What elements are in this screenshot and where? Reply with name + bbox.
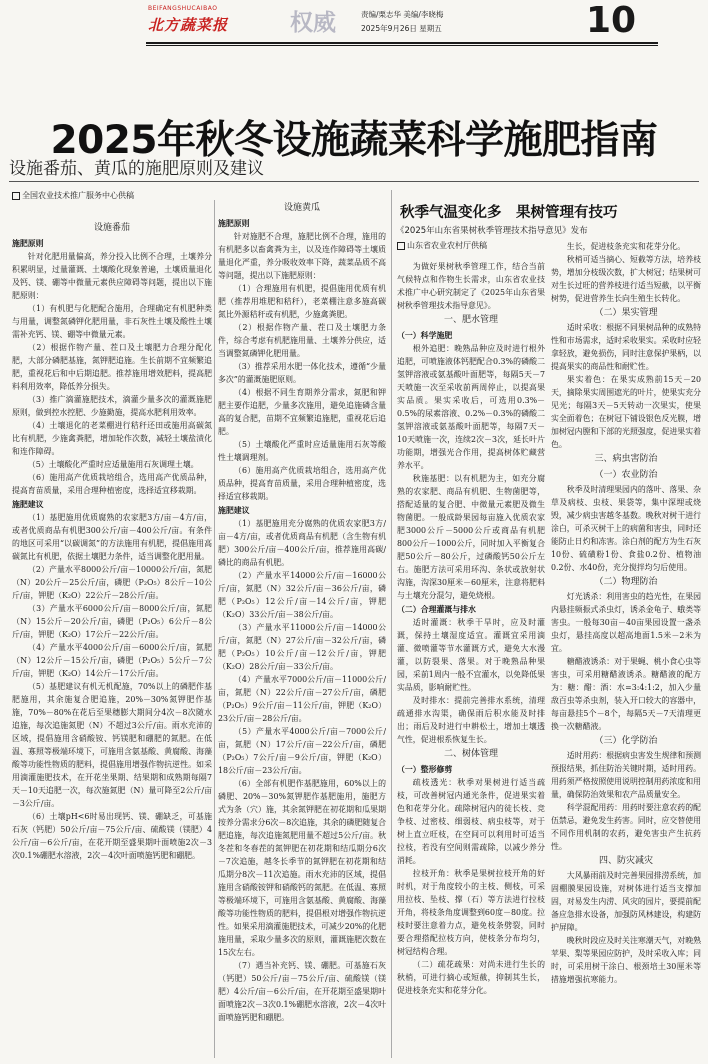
box-marker-icon [397,242,405,250]
paragraph: （6）施用高产优质栽培组合，选用高产优质品种，提高育苗质量，采用合理种植密度，选择适宜移栽期。 [12,473,212,495]
tomato-principle-head: 施肥原则 [12,239,44,248]
paragraph: （7）遇当补充钙、镁、硼肥。可基施石灰（钙肥）50公斤/亩－75公斤/亩、硫酸镁（镁肥）4公斤/亩－6公斤/亩，在开花期至盛果期叶面喷施2次－3次0.1%硼肥水溶液，2次－4次叶面喷施钙肥和硼肥。 [218,961,386,1022]
orchard-column-1 [397,260,545,1058]
subsection-head: （一）科学施肥 [397,331,453,340]
right-article-byline [397,240,547,251]
section-head: 四、防灾减灾 [598,856,653,866]
paragraph: （2）产量水平8000公斤/亩－10000公斤/亩，氮肥（N）20公斤－25公斤/亩，磷肥（P₂O₅）8公斤－10公斤/亩，钾肥（K₂O）22公斤－28公斤/亩。 [12,565,212,600]
paragraph: （二）疏花疏果：对尚未进行生长的秋梢，可进行摘心或短截，抑制其生长，促进枝条充实和花芽分化。 [397,960,545,995]
paragraph: （2）根据作物产量、茬口及土壤肥力合理分配化肥，大部分磷肥基施，氮钾肥追施。生长前期不宜频繁追肥，重视花后和中后期追肥。推荐施用增效肥料，提高肥料利用效率，降低养分损失。 [12,343,212,391]
headline-rule [9,181,699,182]
paragraph: 秋梢可适当摘心、短截等方法，培养枝势，增加分枝级次数，扩大树冠；结果树可对生长过旺的营养枝进行适当短截，以平衡树势，促进营养生长向生殖生长转化。 [551,255,701,303]
paragraph: 糖醋液诱杀：对于果蝇、桃小食心虫等害虫，可采用糖醋液诱杀。糖醋液的配方为：糖：醋：酒：水=3:4:1:2，加入少量敌百虫等杀虫剂，装入开口较大的容器中，每亩悬挂5个－8个，每隔5天－7天清理更换一次糖醋液。 [551,657,701,731]
paragraph: （3）产量水平11000公斤/亩－14000公斤/亩，氮肥（N）27公斤/亩－32公斤/亩，磷肥（P₂O₅）10公斤/亩－12公斤/亩，钾肥（K₂O）28公斤/亩－33公斤/亩。 [218,623,386,671]
subsection-head: （一）农业防治 [594,470,658,480]
page-subhead: 设施番茄、黄瓜的施肥原则及建议 [9,159,264,179]
page-number: 10 [586,0,637,41]
section-head: 二、树体管理 [443,749,498,759]
cucumber-column [218,200,386,1058]
paragraph: （5）基肥建议有机无机配施，70%以上的磷肥作基肥施用，其余施复合肥追施，20%－30%氮钾肥作基施，70%－80%在花后至果穗膨大期间分4次－8次随水追施，每次追施氮肥（N）不超过3公斤/亩。雨水充沛的区域，提倡施用含硝酸铵、钙镁肥和硼肥的氮肥。在低温、寡照等极端环境下，可施用含氨基酸、黄腐酸、海藻酸等功能性物质的肥料，提倡施用增强作物抗逆性。如采用滴灌施肥技术，在开花坐果期、结果期和成熟期每隔7天－10天追肥一次，每次施氮肥（N）量可降至2公斤/亩－3公斤/亩。 [12,682,212,808]
paragraph: （4）根据不同生育期养分需求，氮肥和钾肥主要作追肥，少量多次施用，避免追施磷含量高的复合肥，苗期不宜频繁追施肥，重视花后追肥。 [218,388,386,436]
paragraph: 针对施肥不合理，施肥比例不合理，施用的有机肥多以畜禽粪为主，以及连作障碍等土壤质量退化严重，养分吸收效率下降，蔬菜品质不高等问题，提出以下施肥原则： [218,232,386,280]
paragraph: （2）根据作物产量、茬口及土壤肥力条件，综合考虑有机肥施用量、土壤养分供应，适当调整氮磷钾化肥用量。 [218,323,386,358]
box-marker-icon [12,192,20,200]
paragraph: 大风暴雨前及时完善果园排涝系统，加固棚膜果园设施，对树体进行适当支撑加固，对易发生内涝、风灾的园片，要提前配备应急排水设备，加强防风林建设，构建防护屏障。 [551,871,701,932]
editors-credit: 责编/栗志华 美编/李晓梅 [361,10,444,19]
paragraph: 秋季及时清理果园内的落叶、落果、杂草及病枝、虫枝、果袋等，集中深埋或烧毁，减少病虫害越冬基数。晚秋对树干进行涂白，可杀灭树干上的病菌和害虫，同时还能防止日灼和冻害。涂白剂的配方为生石灰10份、硫磺粉1份、食盐0.2份、植物油0.2份、水40份，充分搅拌均匀后使用。 [551,485,701,572]
paragraph: 果实着色：在果实成熟前15天－20天，摘除果实周围遮光的叶片，使果实充分见光；每隔3天－5天转动一次果实，使果实全面着色；在树冠下铺设银色反光膜，增加树冠内膛和下部的光照强度，促进果实着色。 [551,375,701,449]
paragraph: 疏枝透光：秋季对果树进行适当疏枝，可改善树冠内通光条件，促进果实着色和花芽分化。疏除树冠内的徒长枝、竞争枝、过密枝、细弱枝、病虫枝等，对于树上直立旺枝，在空间可以利用时可适当拉枝，若没有空间则需疏除，以减少养分消耗。 [397,778,545,865]
paragraph: 科学混配用药：用药时要注意农药的配伍禁忌，避免发生药害。同时，应交替使用不同作用机制的农药，避免害虫产生抗药性。 [551,803,701,851]
paragraph: （5）土壤酸化严重时应适量施用石灰调理土壤。 [27,460,199,469]
column-divider [214,200,215,1058]
paragraph: （6）施用高产优质栽培组合，选用高产优质品种，提高育苗质量，采用合理种植密度，选择适宜移栽期。 [218,466,386,501]
paragraph: （1）基肥施用优质腐熟的农家肥3方/亩－4方/亩，或者优质商品有机肥300公斤/亩－400公斤/亩。有条件的地区可采用“以碳调氮”的方法施用有机肥，提倡施用高碳氮比有机肥，依据土壤肥力条件，适当调整化肥用量。 [12,513,212,561]
cucumber-advice-head: 施肥建议 [218,506,250,515]
masthead-rule [146,42,658,44]
page-headline: 2025年秋冬设施蔬菜科学施肥指南 [50,118,658,163]
section-label: 权威 [290,10,336,36]
tomato-column [12,220,212,1058]
column-divider [391,190,392,1058]
byline-text: 全国农业技术推广服务中心供稿 [22,191,134,200]
right-article-title: 秋季气温变化多 果树管理有技巧 [400,205,618,221]
paragraph: （1）有机肥与化肥配合施用，合理确定有机肥种类与用量，调整氮磷钾化肥用量，非石灰性土壤及酸性土壤需补充钙、镁、硼等中微量元素。 [12,304,212,339]
subsection-head: （二）物理防治 [594,577,658,587]
paragraph: 秋施基肥：以有机肥为主，如充分腐熟的农家肥、商品有机肥、生物菌肥等，搭配适量的复合肥、中微量元素肥及微生物菌肥。一般成龄果园每亩施入优质农家肥3000公斤－5000公斤或商品有机肥800公斤－1000公斤，同时加入平衡复合肥50公斤－80公斤，过磷酸钙50公斤左右。施肥方法可采用环沟、条状或放射状沟施，沟深30厘米－60厘米，注意将肥料与土壤充分混匀，避免烧根。 [397,474,545,600]
tomato-title: 设施番茄 [93,223,130,233]
paragraph: 拉枝开角：秋季是果树拉枝开角的好时机，对于角度较小的主枝、侧枝，可采用拉枝、坠枝、撑（石）等方法进行拉枝开角，将枝条角度调整到60度－80度。拉枝时要注意着力点，避免枝条劈裂，同时要合理搭配拉枝方向，使枝条分布均匀，树冠结构合理。 [397,869,545,956]
paragraph: 针对化肥用量偏高，养分投入比例不合理，土壤养分积累明显，过量灌溉、土壤酸化现象普遍，土壤质量退化及钙、镁、硼等中微量元素供应障碍等问题，提出以下施肥原则： [12,252,212,300]
issue-date: 2025年9月26日 星期五 [361,24,442,33]
subsection-head: （一）整形修剪 [397,765,453,774]
paragraph: 适时用药：根据病虫害发生规律和预测预报结果，抓住防治关键时期，适时用药。用药须严格按照使用说明控制用药浓度和用量，确保防治效果和农产品质量安全。 [551,751,701,799]
paragraph: 为做好果树秋季管理工作，结合当前气候特点和作物生长需求，山东省农业技术推广中心研究制定了《2025年山东省果树秋季管理技术指导意见》。 [397,262,545,310]
paragraph: （4）土壤退化的老菜棚进行秸秆还田或施用高碳氮比有机肥，少施禽粪肥，增加轮作次数，减轻土壤盐渍化和连作障碍。 [12,421,212,456]
tomato-advice-head: 施肥建议 [12,500,44,509]
cucumber-principle-head: 施肥原则 [218,219,250,228]
paragraph: 适时采收：根据不同果树品种的成熟特性和市场需求，适时采收果实。采收时应轻拿轻放，避免损伤，同时注意保护果柄，以提高果实的商品性和耐贮性。 [551,323,701,371]
orchard-column-2 [551,240,701,1058]
cucumber-title: 设施黄瓜 [283,203,320,213]
paragraph: 灯光诱杀：利用害虫的趋光性，在果园内悬挂频振式杀虫灯，诱杀金龟子、蛾类等害虫。一般每30亩－40亩果园设置一盏杀虫灯，悬挂高度以超高地面1.5米－2米为宜。 [551,592,701,653]
paragraph: 根外追肥：晚熟品种应及时进行根外追肥，可喷施液体钙肥配合0.3%的磷酸二氢钾溶液或氨基酸叶面肥等，每隔5天－7天喷施一次至采收前两周停止，以提高果实品质。果实采收后，可选用0.3%－0.5%的尿素溶液、0.2%－0.3%的磷酸二氢钾溶液或氨基酸叶面肥等，每隔7天－10天喷施一次，连续2次－3次，延长叶片功能期，增强光合作用，提高树体贮藏营养水平。 [397,344,545,470]
masthead-logo-pinyin: BEIFANGSHUCAIBAO [148,5,218,12]
paragraph: （6）全部有机肥作基肥施用，60%以上的磷肥、20%－30%氮钾肥作基肥施用，施肥方式为条（穴）施，其余氮钾肥在初花期和瓜果期按养分需求分6次－8次追施，其余的磷肥随复合肥追施，每次追施氮肥用量不超过5公斤/亩。秋冬茬和冬春茬的氮钾肥在初花期和结瓜期分6次－7次追施，越冬长季节的氮钾肥在初花期和结瓜期分8次－11次追施。雨水充沛的区域，提倡施用含硝酸铵钾和硝酸钙的氮肥。在低温、寡照等极端环境下，可施用含氨基酸、黄腐酸、海藻酸等功能性物质的肥料，提倡根对增强作物抗逆性。如果采用滴灌施肥技术，可减少20%的化肥施用量，采取少量多次的原则，灌溉施肥次数在15次左右。 [218,779,386,957]
paragraph: （1）合理施用有机肥，提倡施用优质有机肥（推荐用堆肥和秸秆），老菜棚注意多施高碳氮比外源秸秆或有机肥，少施禽粪肥。 [218,284,386,319]
section-head: 一、肥水管理 [443,315,498,325]
paragraph: （4）产量水平7000公斤/亩－11000公斤/亩，氮肥（N）22公斤/亩－27公斤/亩，磷肥（P₂O₅）9公斤/亩－11公斤/亩，钾肥（K₂O）23公斤/亩－28公斤/亩。 [218,675,386,723]
byline-text: 山东省农业农村厅供稿 [407,241,487,250]
paragraph: 及时排水：提前完善排水系统，清理疏通排水沟渠，确保雨后积水能及时排出；雨后及时进行中耕松土，增加土壤透气性，促进根系恢复生长。 [397,696,545,744]
subsection-head: （三）化学防治 [594,736,658,746]
paragraph: （6）土壤pH<6时易出现钙、镁、硼缺乏，可基施石灰（钙肥）50公斤/亩－75公斤/亩、硫酸镁（镁肥）4公斤/亩－6公斤/亩，在花开期至盛果期叶面喷施2次－3次0.1%硼肥水溶液，2次－4次叶面喷施钙肥和硼肥。 [12,812,212,860]
subsection-head: （二）合理灌溉与排水 [397,605,476,614]
paragraph: （3）产量水平6000公斤/亩－8000公斤/亩，氮肥（N）15公斤－20公斤/亩，磷肥（P₂O₅）6公斤－8公斤/亩，钾肥（K₂O）17公斤－22公斤/亩。 [12,604,212,639]
section-head: 三、病虫害防治 [594,454,658,464]
paragraph: （4）产量水平4000公斤/亩－6000公斤/亩，氮肥（N）12公斤－15公斤/亩，磷肥（P₂O₅）5公斤－7公斤/亩，钾肥（K₂O）14公斤－17公斤/亩。 [12,643,212,678]
paragraph: （5）产量水平4000公斤/亩－7000公斤/亩，氮肥（N）17公斤/亩－22公斤/亩，磷肥（P₂O₅）7公斤/亩－9公斤/亩，钾肥（K₂O）18公斤/亩－23公斤/亩。 [218,727,386,775]
left-article-byline [12,190,212,201]
paragraph: 适时灌溉：秋季干旱时，应及时灌溉，保持土壤湿度适宜。灌溉宜采用滴灌、微喷灌等节水灌溉方式，避免大水漫灌，以防裂果、落果。对于晚熟品种果园，采前1周内一般不宜灌水，以免降低果实品质，影响耐贮性。 [397,618,545,692]
masthead-rule-thin [146,45,658,46]
right-article-subtitle: 《2025年山东省果树秋季管理技术指导意见》发布 [396,226,588,236]
paragraph: （1）基肥施用充分腐熟的优质农家肥3方/亩－4方/亩，或者优质商品有机肥（含生物有机肥）300公斤/亩－400公斤/亩，推荐施用高碳/磷比的商品有机肥。 [218,519,386,567]
paragraph: （5）土壤酸化严重时应适量施用石灰等酸性土壤调理剂。 [218,440,386,462]
subsection-head: （二）果实管理 [594,308,658,318]
paragraph: 生长，促进枝条充实和花芽分化。 [566,242,686,251]
paragraph: 晚秋时段应及时关注寒潮天气，对晚熟苹果、梨等果园应防护，及时采收入库；同时，可采用树干涂白、根颈培土30厘米等措施增强抗寒能力。 [551,936,701,984]
masthead-logo: 北方蔬菜报 [148,16,229,34]
paragraph: （3）推广滴灌施肥技术，滴灌少量多次的灌溉施肥原则，做到控水控肥、少施勤施，提高水肥利用效率。 [12,395,212,417]
paragraph: （2）产量水平14000公斤/亩－16000公斤/亩，氮肥（N）32公斤/亩－36公斤/亩，磷肥（P₂O₅）12公斤/亩－14公斤/亩，钾肥（K₂O）33公斤/亩－38公斤/亩。 [218,571,386,619]
paragraph: （3）推荐采用水肥一体化技术，遵循“少量多次”的灌溉施肥原则。 [218,362,386,384]
